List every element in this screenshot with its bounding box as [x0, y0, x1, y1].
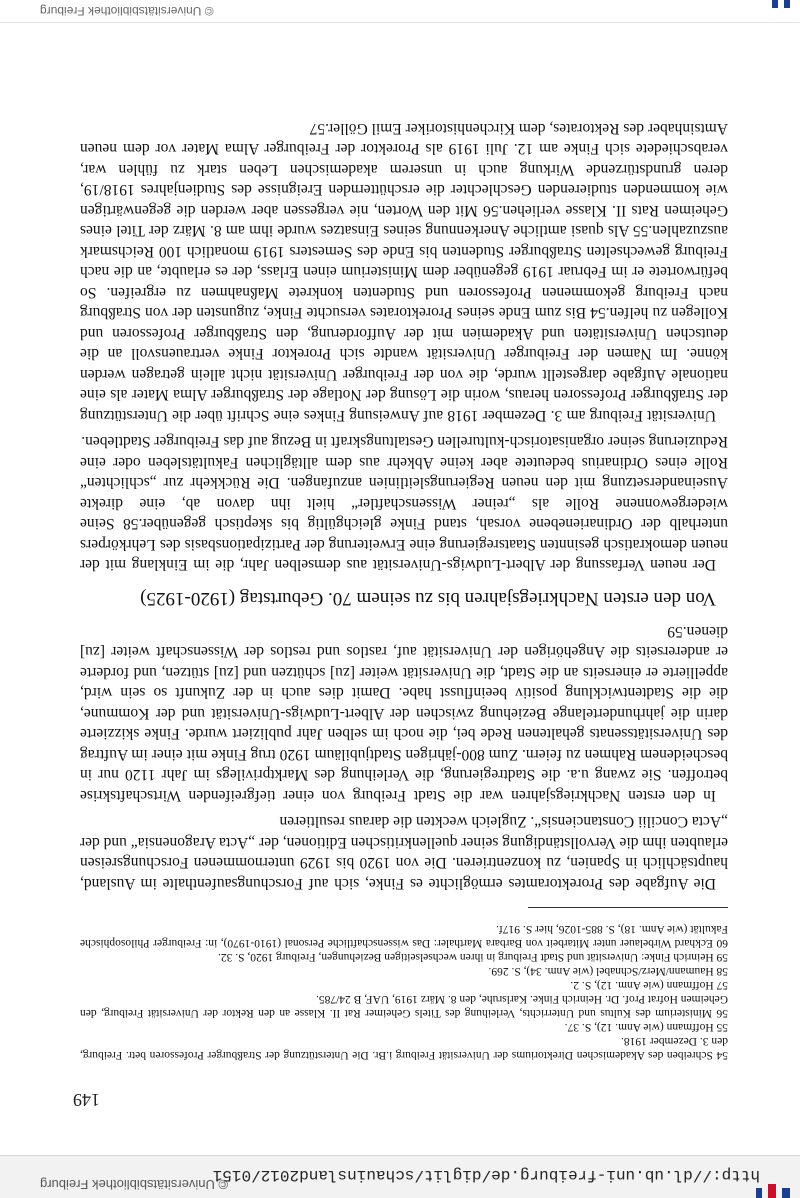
footer-credit: © Universitätsbibliothek Freiburg	[40, 4, 214, 18]
footnote-60: 60 Eckhard Wirbelauer unter Mitarbeit von Barbara Marthaler: Das wissenschaftliche Personal (1910-1970), in: Freiburger Philosophische Fakultät (wie Anm. 18), S. 885-1026, hier S. 917f.	[80, 923, 728, 949]
source-url[interactable]: http://dl.ub.uni-freiburg.de/diglit/schauinsland2012/0151	[212, 1166, 760, 1184]
footnote-56: 56 Ministerium des Kultus und Unterrichts, Verleihung des Titels Geheimer Rat II. Klasse an den Rektor der Universität Freiburg, den Geheimen Hofrat Prof. Dr. Heinrich Finke. Karlsruhe, den 8. März 1919, UAF, B 24/785.	[80, 993, 728, 1019]
footnote-55: 55 Hoffmann (wie Anm. 12), S. 37.	[564, 1021, 728, 1033]
body-paragraph-4: Die Aufgabe des Prorektoramtes ermöglichte es Finke, sich auf Forschungsaufenthalte im Ausland, hauptsächlich in Spanien, zu konzentrieren. Die von 1920 bis 1929 unternommenen Forschungsreisen erlaubten ihm die Vervollständigung seiner quellenkritischen Editionen, der „Acta Aragonensia“ und der „Acta Concilii Constanciensis“. Zugleich weckten die daraus resultieren	[80, 813, 728, 892]
body-paragraph-1: Universität Freiburg am 3. Dezember 1918 auf Anweisung Finkes eine Schrift über die Unterstützung der Straßburger Professoren heraus, worin die Lösung der Notlage der Straßburger Alma Mater als eine nationale Aufgabe dargestellt wurde, die von der Freiburger Universität nicht allein getragen werden könne. Im Namen der Freiburger Universität wandte sich Prorektor Finke vertrauensvoll an die deutschen Universitäten und Akademien mit der Aufforderung, den Straßburger Professoren und Kollegen zu helfen.54 Bis zum Ende seines Prorektorates versuchte Finke, zugunsten der von Straßburg nach Freiburg gekommenen Professoren und Studenten konkrete Maßnahmen zu ergreifen. So befürwortete er im Februar 1919 gegenüber dem Ministerium einen Erlass, der es erlaubte, an die nach Freiburg gewechselten Straßburger Studenten bis Ende des Semesters 1919 monatlich 100 Reichsmark auszuzahlen.55 Als quasi amtliche Anerkennung seines Einsatzes wurde ihm am 8. März der Titel eines Geheimen Rats II. Klasse verliehen.56 Mit den Worten, nie vergessen aber werden die gegenwärtigen wie kommenden studierenden Geschlechter die erschütternden Ereignisse des Studienjahres 1918/19, deren grundstürzende Wirkung auch in unserem akademischen Leben stark zu fühlen war, verabschiedete sich Finke am 12. Juli 1919 als Prorektor der Freiburger Alma Mater vor dem neuen Amtsinhaber des Rektorates, dem Kirchenhistoriker Emil Göller.57	[80, 120, 728, 424]
footnotes	[80, 922, 728, 1062]
header-credit: © Universitätsbibliothek Freiburg	[40, 1177, 229, 1192]
footnote-divider	[528, 907, 728, 908]
section-heading: Von den ersten Nachkriegsjahren bis zu seinem 70. Geburtstag (1920-1925)	[140, 588, 716, 610]
body-paragraph-3: In den ersten Nachkriegsjahren war die Stadt Freiburg von einer tiefgreifenden Wirtschaftskrise betroffen. Sie zwang u.a. die Stadtregierung, die Verleihung des Marktprivilegs im Jahr 1120 nur in bescheidenem Rahmen zu feiern. Zum 800-jährigen Stadtjubiläum 1920 trug Finke mit einer im Auftrag des Universitätssenats gehaltenen Rede bei, die noch im selben Jahr publiziert wurde. Finke skizzierte darin die jahrhundertelange Beziehung zwischen der Albert-Ludwigs-Universität und der Kommune, die die Stadtentwicklung positiv beeinflusst habe. Damit dies auch in der Zukunft so sein wird, appellierte er einerseits an die Stadt, die Universität weiter [zu] schützen und [zu] stützen, und forderte er andererseits die Angehörigen der Universität auf, rastlos und restlos der Wissenschaft weiter [zu] dienen.59	[80, 623, 728, 804]
library-logo-icon	[754, 1184, 794, 1198]
footnote-57: 57 Hoffmann (wie Anm. 12), S. 2.	[570, 979, 728, 991]
page-content	[80, 118, 728, 1063]
footnote-58: 58 Haumann/Merz/Schnabel (wie Anm. 34), S. 269.	[488, 965, 728, 977]
footnote-54: 54 Schreiben des Akademischen Direktoriums der Universität Freiburg i.Br. Die Unterstützung der Straßburger Professoren betr. Freiburg, den 3. Dezember 1918.	[80, 1035, 728, 1061]
footer-logo-icon	[760, 0, 790, 10]
page-number: 149	[73, 1090, 100, 1110]
body-paragraph-2: Der neuen Verfassung der Albert-Ludwigs-Universität aus demselben Jahr, die im Einklang mit der neuen demokratisch gesinnten Staatsregierung eine Erweiterung der Partizipationsbasis des Lehrkörpers unterhalb der Ordinarienebene vorsah, stand Finke gleichgültig bis skeptisch gegenüber.58 Seine wiedergewonnene Rolle als „reiner Wissenschaftler“ hielt ihn davon ab, eine direkte Auseinandersetzung mit den neuen Regierungsleitlinien anzufangen. Die Rückkehr zur „schlichten“ Rolle eines Ordinarius bedeutete aber keine Abkehr aus dem alltäglichen Fakultätsleben oder eine Reduzierung seiner organisatorisch-kulturellen Gestaltungskraft in Bezug auf das Freiburger Stadtleben.	[80, 433, 728, 574]
viewer-footer	[0, 0, 800, 23]
viewer-header	[0, 1155, 800, 1198]
footnote-59: 59 Heinrich Finke: Universität und Stadt Freiburg in ihren wechselseitigen Beziehungen, Freiburg 1920, S. 32.	[218, 951, 728, 963]
